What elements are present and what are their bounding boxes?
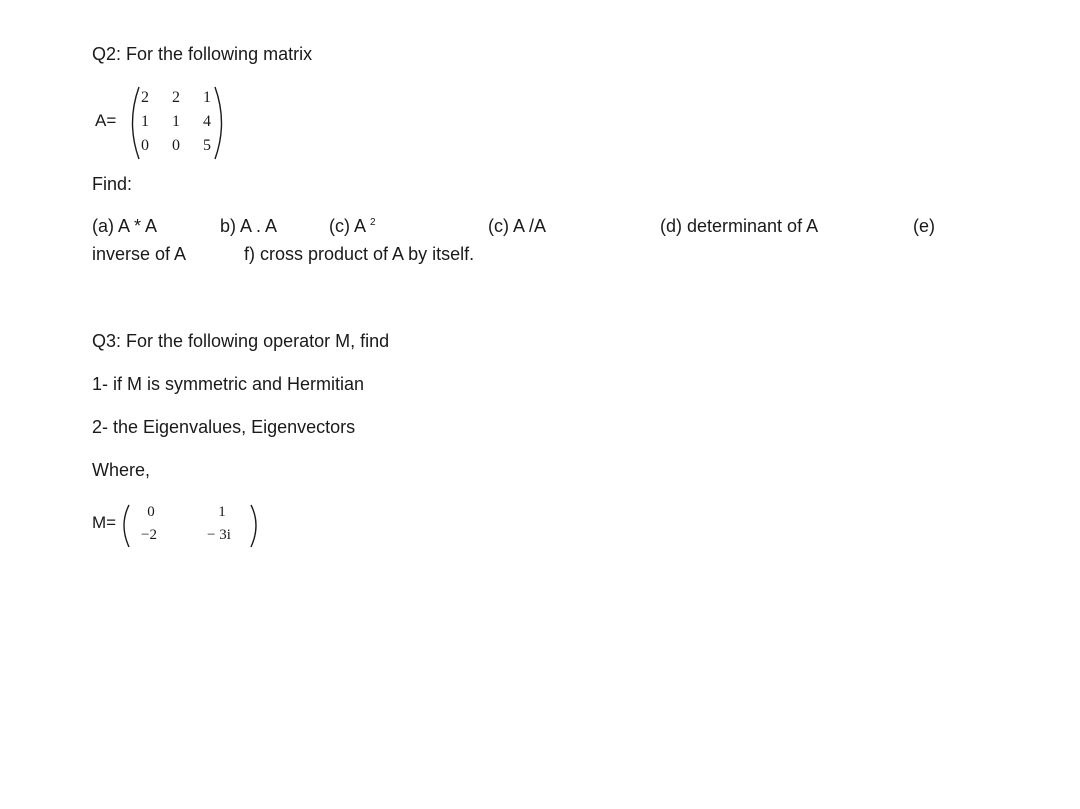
matrix-m-brackets — [92, 495, 272, 555]
matrix-m-cell: 0 — [147, 504, 155, 520]
matrix-a-label: A= — [95, 111, 117, 130]
part-b: b) A . A — [220, 216, 278, 236]
part-c1-exponent: 2 — [370, 217, 376, 228]
part-c1 — [329, 216, 376, 237]
matrix-m — [92, 495, 272, 555]
where-label: Where, — [92, 460, 151, 480]
matrix-a-cell: 5 — [203, 137, 211, 154]
part-c2: (c) A /A — [488, 216, 547, 236]
matrix-a-cell: 2 — [141, 89, 149, 106]
part-e-continued: inverse of A — [92, 244, 187, 264]
matrix-m-label: M= — [92, 513, 117, 532]
find-label: Find: — [92, 174, 133, 194]
part-a: (a) A * A — [92, 216, 158, 236]
q3-item-1: 1- if M is symmetric and Hermitian — [92, 374, 365, 394]
matrix-a-cell: 2 — [172, 89, 180, 106]
matrix-a — [95, 84, 245, 162]
q2-title: Q2: For the following matrix — [92, 44, 313, 64]
part-c1-text: (c) A — [329, 216, 366, 236]
matrix-a-cell: 1 — [172, 113, 180, 130]
matrix-a-cell: 1 — [203, 89, 211, 106]
matrix-m-cell: − 3i — [207, 527, 231, 543]
matrix-m-cell: 1 — [218, 504, 226, 520]
q3-title: Q3: For the following operator M, find — [92, 331, 390, 351]
part-f: f) cross product of A by itself. — [244, 244, 475, 264]
matrix-a-cell: 0 — [172, 137, 180, 154]
part-e: (e) — [913, 216, 935, 236]
matrix-m-cell: −2 — [141, 527, 157, 543]
part-d: (d) determinant of A — [660, 216, 819, 236]
q3-item-2: 2- the Eigenvalues, Eigenvectors — [92, 417, 356, 437]
matrix-a-cell: 1 — [141, 113, 149, 130]
matrix-a-cell: 0 — [141, 137, 149, 154]
matrix-a-cell: 4 — [203, 113, 211, 130]
